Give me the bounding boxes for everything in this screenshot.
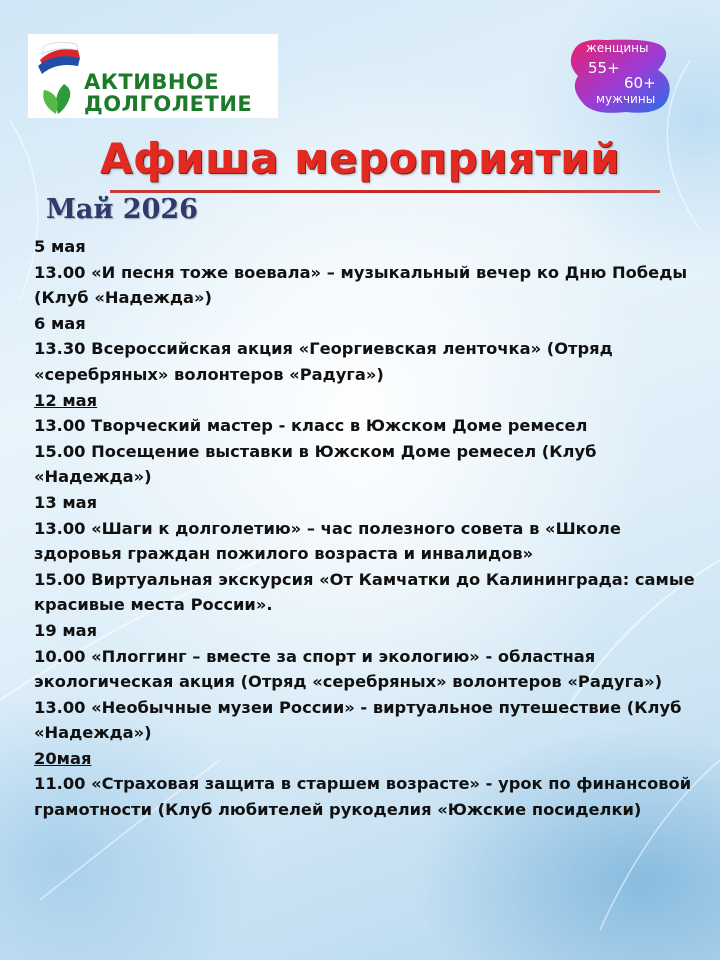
schedule-line: 15.00 Виртуальная экскурсия «От Камчатки до Калининграда: самые <box>34 569 695 589</box>
logo-line1: АКТИВНОЕ <box>84 70 220 94</box>
schedule-date: 19 мая <box>34 620 98 640</box>
schedule-line: красивые места России». <box>34 595 273 615</box>
schedule-line: (Клуб «Надежда») <box>34 288 212 308</box>
schedule-line: здоровья граждан пожилого возраста и инвалидов» <box>34 544 534 564</box>
schedule-line: грамотности (Клуб любителей рукоделия «Южские посиделки) <box>34 800 642 820</box>
men-age: 60+ <box>624 74 656 92</box>
schedule-line: 13.00 «И песня тоже воевала» – музыкальный вечер ко Дню Победы <box>34 262 688 282</box>
schedule-line: «Надежда») <box>34 467 152 487</box>
men-label: мужчины <box>596 92 656 106</box>
title-underline <box>110 190 660 193</box>
page-title: Афиша мероприятий <box>99 134 621 183</box>
schedule-line: «Надежда») <box>34 723 152 743</box>
schedule-line: 13.00 «Необычные музеи России» - виртуальное путешествие (Клуб <box>34 697 682 717</box>
schedule-line: 13.30 Всероссийская акция «Георгиевская ленточка» (Отряд <box>34 339 613 359</box>
active-longevity-logo <box>28 34 278 118</box>
schedule-line: 11.00 «Страховая защита в старшем возрасте» - урок по финансовой <box>34 774 692 794</box>
event-schedule <box>34 234 695 823</box>
schedule-line: «серебряных» волонтеров «Радуга») <box>34 364 384 384</box>
age-55-60-logo <box>566 36 676 118</box>
schedule-date: 20мая <box>34 748 92 768</box>
schedule-line: 13.00 «Шаги к долголетию» – час полезного совета в «Школе <box>34 518 621 538</box>
schedule-line: 15.00 Посещение выставки в Южском Доме ремесел (Клуб <box>34 441 597 461</box>
schedule-line: экологическая акция (Отряд «серебряных» волонтеров «Радуга») <box>34 672 663 692</box>
women-label: женщины <box>586 41 649 55</box>
schedule-date: 6 мая <box>34 313 86 333</box>
logo-line2: ДОЛГОЛЕТИЕ <box>84 92 253 116</box>
schedule-date: 13 мая <box>34 492 98 512</box>
schedule-date: 12 мая <box>34 390 98 410</box>
month-heading: Май 2026 <box>46 194 198 225</box>
schedule-line: 10.00 «Плоггинг – вместе за спорт и экологию» - областная <box>34 646 596 666</box>
schedule-line: 13.00 Творческий мастер - класс в Южском Доме ремесел <box>34 416 588 436</box>
schedule-date: 5 мая <box>34 237 86 256</box>
women-age: 55+ <box>588 59 620 77</box>
